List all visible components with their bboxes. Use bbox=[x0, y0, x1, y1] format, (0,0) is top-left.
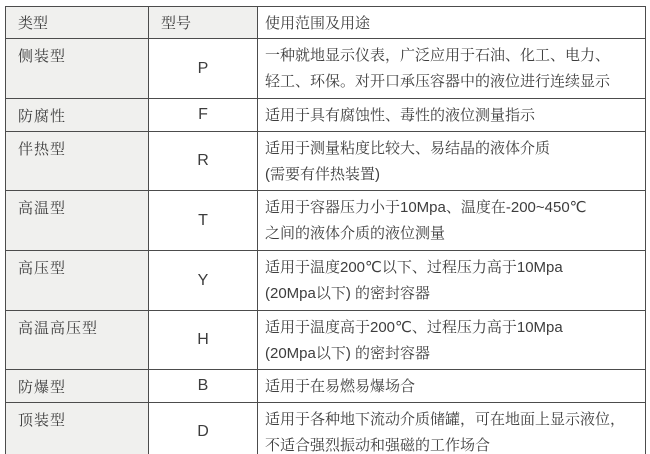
type-cell: 高温型 bbox=[6, 191, 149, 251]
desc-line: 适用于在易燃易爆场合 bbox=[265, 378, 416, 395]
desc-cell bbox=[258, 251, 646, 311]
desc-line: 适用于容器压力小于10Mpa、温度在-200~450℃ bbox=[265, 199, 587, 216]
desc-line: 之间的液体介质的液位测量 bbox=[265, 225, 446, 242]
header-row bbox=[6, 7, 646, 39]
model-cell: D bbox=[149, 403, 258, 454]
table-row bbox=[6, 39, 646, 99]
desc-line: 不适合强烈振动和强磁的工作场合 bbox=[265, 437, 491, 454]
spec-table bbox=[5, 6, 646, 454]
desc-line: 适用于具有腐蚀性、毒性的液位测量指示 bbox=[265, 107, 536, 124]
spec-table-body bbox=[6, 39, 646, 454]
type-cell: 防腐性 bbox=[6, 99, 149, 132]
table-row bbox=[6, 251, 646, 311]
type-cell: 高压型 bbox=[6, 251, 149, 311]
header-type: 类型 bbox=[6, 7, 149, 39]
desc-line: (20Mpa以下) 的密封容器 bbox=[265, 345, 431, 362]
model-cell: Y bbox=[149, 251, 258, 311]
desc-line: 适用于测量粘度比较大、易结晶的液体介质 bbox=[265, 140, 551, 157]
model-cell: B bbox=[149, 370, 258, 403]
table-row bbox=[6, 370, 646, 403]
table-row bbox=[6, 99, 646, 132]
type-cell: 伴热型 bbox=[6, 132, 149, 191]
desc-line: (20Mpa以下) 的密封容器 bbox=[265, 285, 431, 302]
model-cell: R bbox=[149, 132, 258, 191]
model-cell: T bbox=[149, 191, 258, 251]
desc-line: 一种就地显示仪表，广泛应用于石油、化工、电力、 bbox=[265, 47, 611, 64]
desc-cell bbox=[258, 370, 646, 403]
type-cell: 高温高压型 bbox=[6, 311, 149, 370]
header-usage: 使用范围及用途 bbox=[258, 7, 646, 39]
desc-cell bbox=[258, 403, 646, 454]
table-row bbox=[6, 311, 646, 370]
model-cell: P bbox=[149, 39, 258, 99]
model-cell: H bbox=[149, 311, 258, 370]
model-cell: F bbox=[149, 99, 258, 132]
desc-cell bbox=[258, 132, 646, 191]
desc-cell bbox=[258, 191, 646, 251]
type-cell: 防爆型 bbox=[6, 370, 149, 403]
desc-line: 适用于温度高于200℃、过程压力高于10Mpa bbox=[265, 319, 563, 336]
desc-cell bbox=[258, 99, 646, 132]
desc-cell bbox=[258, 311, 646, 370]
desc-line: 适用于温度200℃以下、过程压力高于10Mpa bbox=[265, 259, 563, 276]
desc-cell bbox=[258, 39, 646, 99]
table-row bbox=[6, 132, 646, 191]
desc-line: 轻工、环保。对开口承压容器中的液位进行连续显示 bbox=[265, 73, 611, 90]
table-row bbox=[6, 403, 646, 454]
header-model: 型号 bbox=[149, 7, 258, 39]
spec-table-header bbox=[6, 7, 646, 39]
desc-line: (需要有伴热装置) bbox=[265, 166, 380, 183]
table-row bbox=[6, 191, 646, 251]
type-cell: 侧装型 bbox=[6, 39, 149, 99]
desc-line: 适用于各种地下流动介质储罐，可在地面上显示液位， bbox=[265, 411, 626, 428]
type-cell: 顶装型 bbox=[6, 403, 149, 454]
